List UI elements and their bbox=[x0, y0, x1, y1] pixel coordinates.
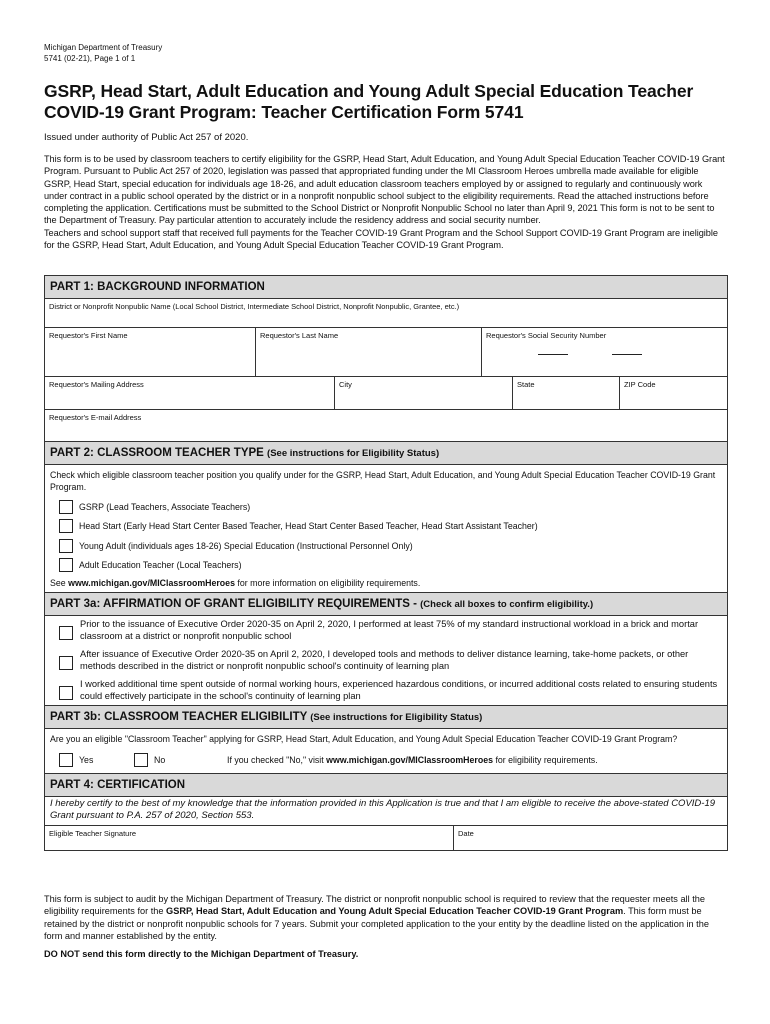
email-label: Requestor's E-mail Address bbox=[49, 413, 142, 422]
checkbox[interactable] bbox=[59, 500, 73, 514]
date-label: Date bbox=[458, 829, 474, 838]
part2-note: (See instructions for Eligibility Status) bbox=[267, 448, 440, 459]
first-name-field[interactable] bbox=[45, 328, 255, 376]
date-field[interactable] bbox=[453, 826, 727, 850]
checkbox[interactable] bbox=[59, 519, 73, 533]
no-note-suffix: for eligibility requirements. bbox=[493, 755, 598, 765]
affirmation-text: Prior to the issuance of Executive Order 2020-35 on April 2, 2020, I performed at least 75% of my standard instructional workload in a brick and mortar classroom at a district or nonprofit nonpublic school bbox=[80, 619, 699, 641]
affirmation-text: After issuance of Executive Order 2020-35 on April 2, 2020, I developed tools and methods to deliver distance learning, take-home packets, or other methods described in the district or nonprofit nonpublic school's continuity of learning plan bbox=[80, 649, 689, 671]
part3b-heading bbox=[45, 706, 727, 729]
part3b-note: (See instructions for Eligibility Status) bbox=[310, 712, 483, 723]
part2-see-more bbox=[45, 575, 727, 593]
part3b-question: Are you an eligible "Classroom Teacher" applying for GSRP, Head Start, Adult Education, and Young Adult Special Education Teacher COVID-19 Grant Program? bbox=[50, 734, 678, 744]
part3a-title: PART 3a: AFFIRMATION OF GRANT ELIGIBILITY REQUIREMENTS - bbox=[50, 598, 421, 610]
checkbox[interactable] bbox=[59, 626, 73, 640]
district-name-label: District or Nonprofit Nonpublic Name (Local School District, Intermediate School District, Nonprofit Nonpublic, Grantee, etc.) bbox=[49, 302, 460, 311]
checkbox[interactable] bbox=[59, 539, 73, 553]
part3a-heading bbox=[45, 593, 727, 616]
option-label: GSRP (Lead Teachers, Associate Teachers) bbox=[79, 501, 251, 512]
classroom-heroes-link[interactable]: www.michigan.gov/MIClassroomHeroes bbox=[68, 578, 235, 588]
audit-program-name: GSRP, Head Start, Adult Education and Young Adult Special Education Teacher COVID-19 Grant Program bbox=[166, 906, 624, 917]
affirmation-item[interactable] bbox=[45, 616, 727, 644]
ssn-separator bbox=[538, 354, 568, 355]
part2-prompt: Check which eligible classroom teacher position you qualify under for the GSRP, Head Start, Adult Education, and Young Adult Special Education Teacher COVID-19 Grant Program. bbox=[50, 470, 716, 492]
yes-label: Yes bbox=[79, 755, 94, 765]
affirmation-item[interactable] bbox=[45, 646, 727, 674]
affirmation-item[interactable] bbox=[45, 676, 727, 706]
yes-checkbox[interactable] bbox=[59, 753, 73, 767]
mailing-address-field[interactable] bbox=[45, 377, 334, 409]
checkbox[interactable] bbox=[59, 558, 73, 572]
eligibility-link[interactable]: www.michigan.gov/MIClassroomHeroes bbox=[326, 755, 494, 765]
zip-code-field[interactable] bbox=[619, 377, 727, 409]
option-head-start[interactable] bbox=[45, 517, 727, 537]
city-label: City bbox=[339, 380, 352, 389]
no-label: No bbox=[154, 755, 166, 765]
state-field[interactable] bbox=[512, 377, 619, 409]
option-label: Adult Education Teacher (Local Teachers) bbox=[79, 560, 242, 571]
last-name-field[interactable] bbox=[255, 328, 481, 376]
audit-text-a: This form is subject to audit by the Michigan Department of Treasury. The district or nonprofit nonpublic school is required to review that the requester meets all the eligibility requirements for the bbox=[44, 894, 705, 917]
zip-code-label: ZIP Code bbox=[624, 380, 656, 389]
part2-heading bbox=[45, 442, 727, 465]
affirmation-text: I worked additional time spent outside of normal working hours, experienced hazardous conditions, or incurred additional costs related to ensuring students could effectively participate in the school's continuity of learning plan bbox=[80, 679, 718, 701]
option-label: Young Adult (individuals ages 18-26) Special Education (Instructional Personnel Only) bbox=[79, 540, 413, 551]
state-label: State bbox=[517, 380, 535, 389]
audit-paragraph bbox=[44, 893, 726, 942]
ssn-separator bbox=[612, 354, 642, 355]
option-gsrp[interactable] bbox=[45, 497, 727, 517]
form-title bbox=[44, 81, 726, 123]
form-id: 5741 (02-21), Page 1 of 1 bbox=[44, 54, 136, 63]
intro-paragraph-2: Teachers and school support staff that received full payments for the Teacher COVID-19 Grant Program and the School Support COVID-19 Grant Program are ineligible for the GSRP, Head Start, Adult Education, and Young Adult Special Education Teacher COVID-19 Grant Program. bbox=[44, 227, 718, 251]
footer-notice bbox=[44, 893, 726, 960]
signature-label: Eligible Teacher Signature bbox=[49, 829, 137, 838]
option-adult-education[interactable] bbox=[45, 556, 727, 576]
no-note bbox=[227, 755, 598, 765]
no-note-prefix: If you checked "No," visit bbox=[227, 755, 327, 765]
eligibility-answer-row bbox=[45, 749, 727, 774]
checkbox[interactable] bbox=[59, 686, 73, 700]
no-checkbox[interactable] bbox=[134, 753, 148, 767]
issued-authority: Issued under authority of Public Act 257 of 2020. bbox=[44, 132, 249, 143]
certification-statement: I hereby certify to the best of my knowledge that the information provided in this Application is true and that I am eligible to receive the above-stated COVID-19 Grant pursuant to P.A. 257 of 2020, Section 553. bbox=[45, 797, 727, 826]
ssn-field[interactable] bbox=[481, 328, 727, 376]
see-prefix: See bbox=[50, 578, 69, 588]
email-field[interactable] bbox=[45, 410, 727, 441]
mailing-address-label: Requestor's Mailing Address bbox=[49, 380, 144, 389]
part3b-title: PART 3b: CLASSROOM TEACHER ELIGIBILITY bbox=[50, 711, 308, 723]
part2-title: PART 2: CLASSROOM TEACHER TYPE bbox=[50, 447, 264, 459]
city-field[interactable] bbox=[334, 377, 512, 409]
form-header bbox=[44, 42, 726, 251]
part1-heading: PART 1: BACKGROUND INFORMATION bbox=[45, 276, 727, 299]
option-label: Head Start (Early Head Start Center Based Teacher, Head Start Center Based Teacher, Head Start Assistant Teacher) bbox=[79, 521, 538, 532]
form-title-line1: GSRP, Head Start, Adult Education and Young Adult Special Education Teacher bbox=[44, 81, 694, 101]
last-name-label: Requestor's Last Name bbox=[260, 331, 339, 340]
first-name-label: Requestor's First Name bbox=[49, 331, 128, 340]
checkbox[interactable] bbox=[59, 656, 73, 670]
intro-paragraph-1: This form is to be used by classroom teachers to certify eligibility for the GSRP, Head Start, Adult Education, and Young Adult Special Education Teacher COVID-19 Grant Program. Pursuant to Public Act 257 of 2020, legislation was passed that appropriated funding under the MI Classroom Heroes umbrella made available for eligible GSRP, Head Start, special education for individuals age 18-26, and adult education classroom teachers employed by or assigned to regularly and continuously work under contract in a public school operated by the district or in a nonprofit nonpublic school subject to the eligibility requirements. Read the attached instructions before completing the application. Certifications must be submitted to the School District or Nonprofit Nonpublic School no later than April 9, 2021 This form is not to be sent to the Department of Treasury. Pay particular attention to accurately include the residency address and social security number. bbox=[44, 154, 725, 226]
audit-text-b: . This form must be retained by the district or nonprofit nonpublic schools for 7 years. Submit your completed application to the your entity by the deadline listed on the application in the form and manner established by the entity. bbox=[44, 906, 709, 941]
do-not-send-warning: DO NOT send this form directly to the Michigan Department of Treasury. bbox=[44, 949, 359, 960]
form-title-line2: COVID-19 Grant Program: Teacher Certification Form 5741 bbox=[44, 102, 524, 122]
district-name-field[interactable] bbox=[45, 299, 727, 327]
option-young-adult[interactable] bbox=[45, 536, 727, 556]
form-body bbox=[44, 275, 728, 851]
agency-name: Michigan Department of Treasury bbox=[44, 43, 163, 52]
part3a-note: (Check all boxes to confirm eligibility.) bbox=[420, 599, 594, 610]
ssn-label: Requestor's Social Security Number bbox=[486, 331, 607, 340]
signature-field[interactable] bbox=[45, 826, 453, 850]
part4-heading: PART 4: CERTIFICATION bbox=[45, 774, 727, 797]
see-suffix: for more information on eligibility requirements. bbox=[234, 578, 421, 588]
